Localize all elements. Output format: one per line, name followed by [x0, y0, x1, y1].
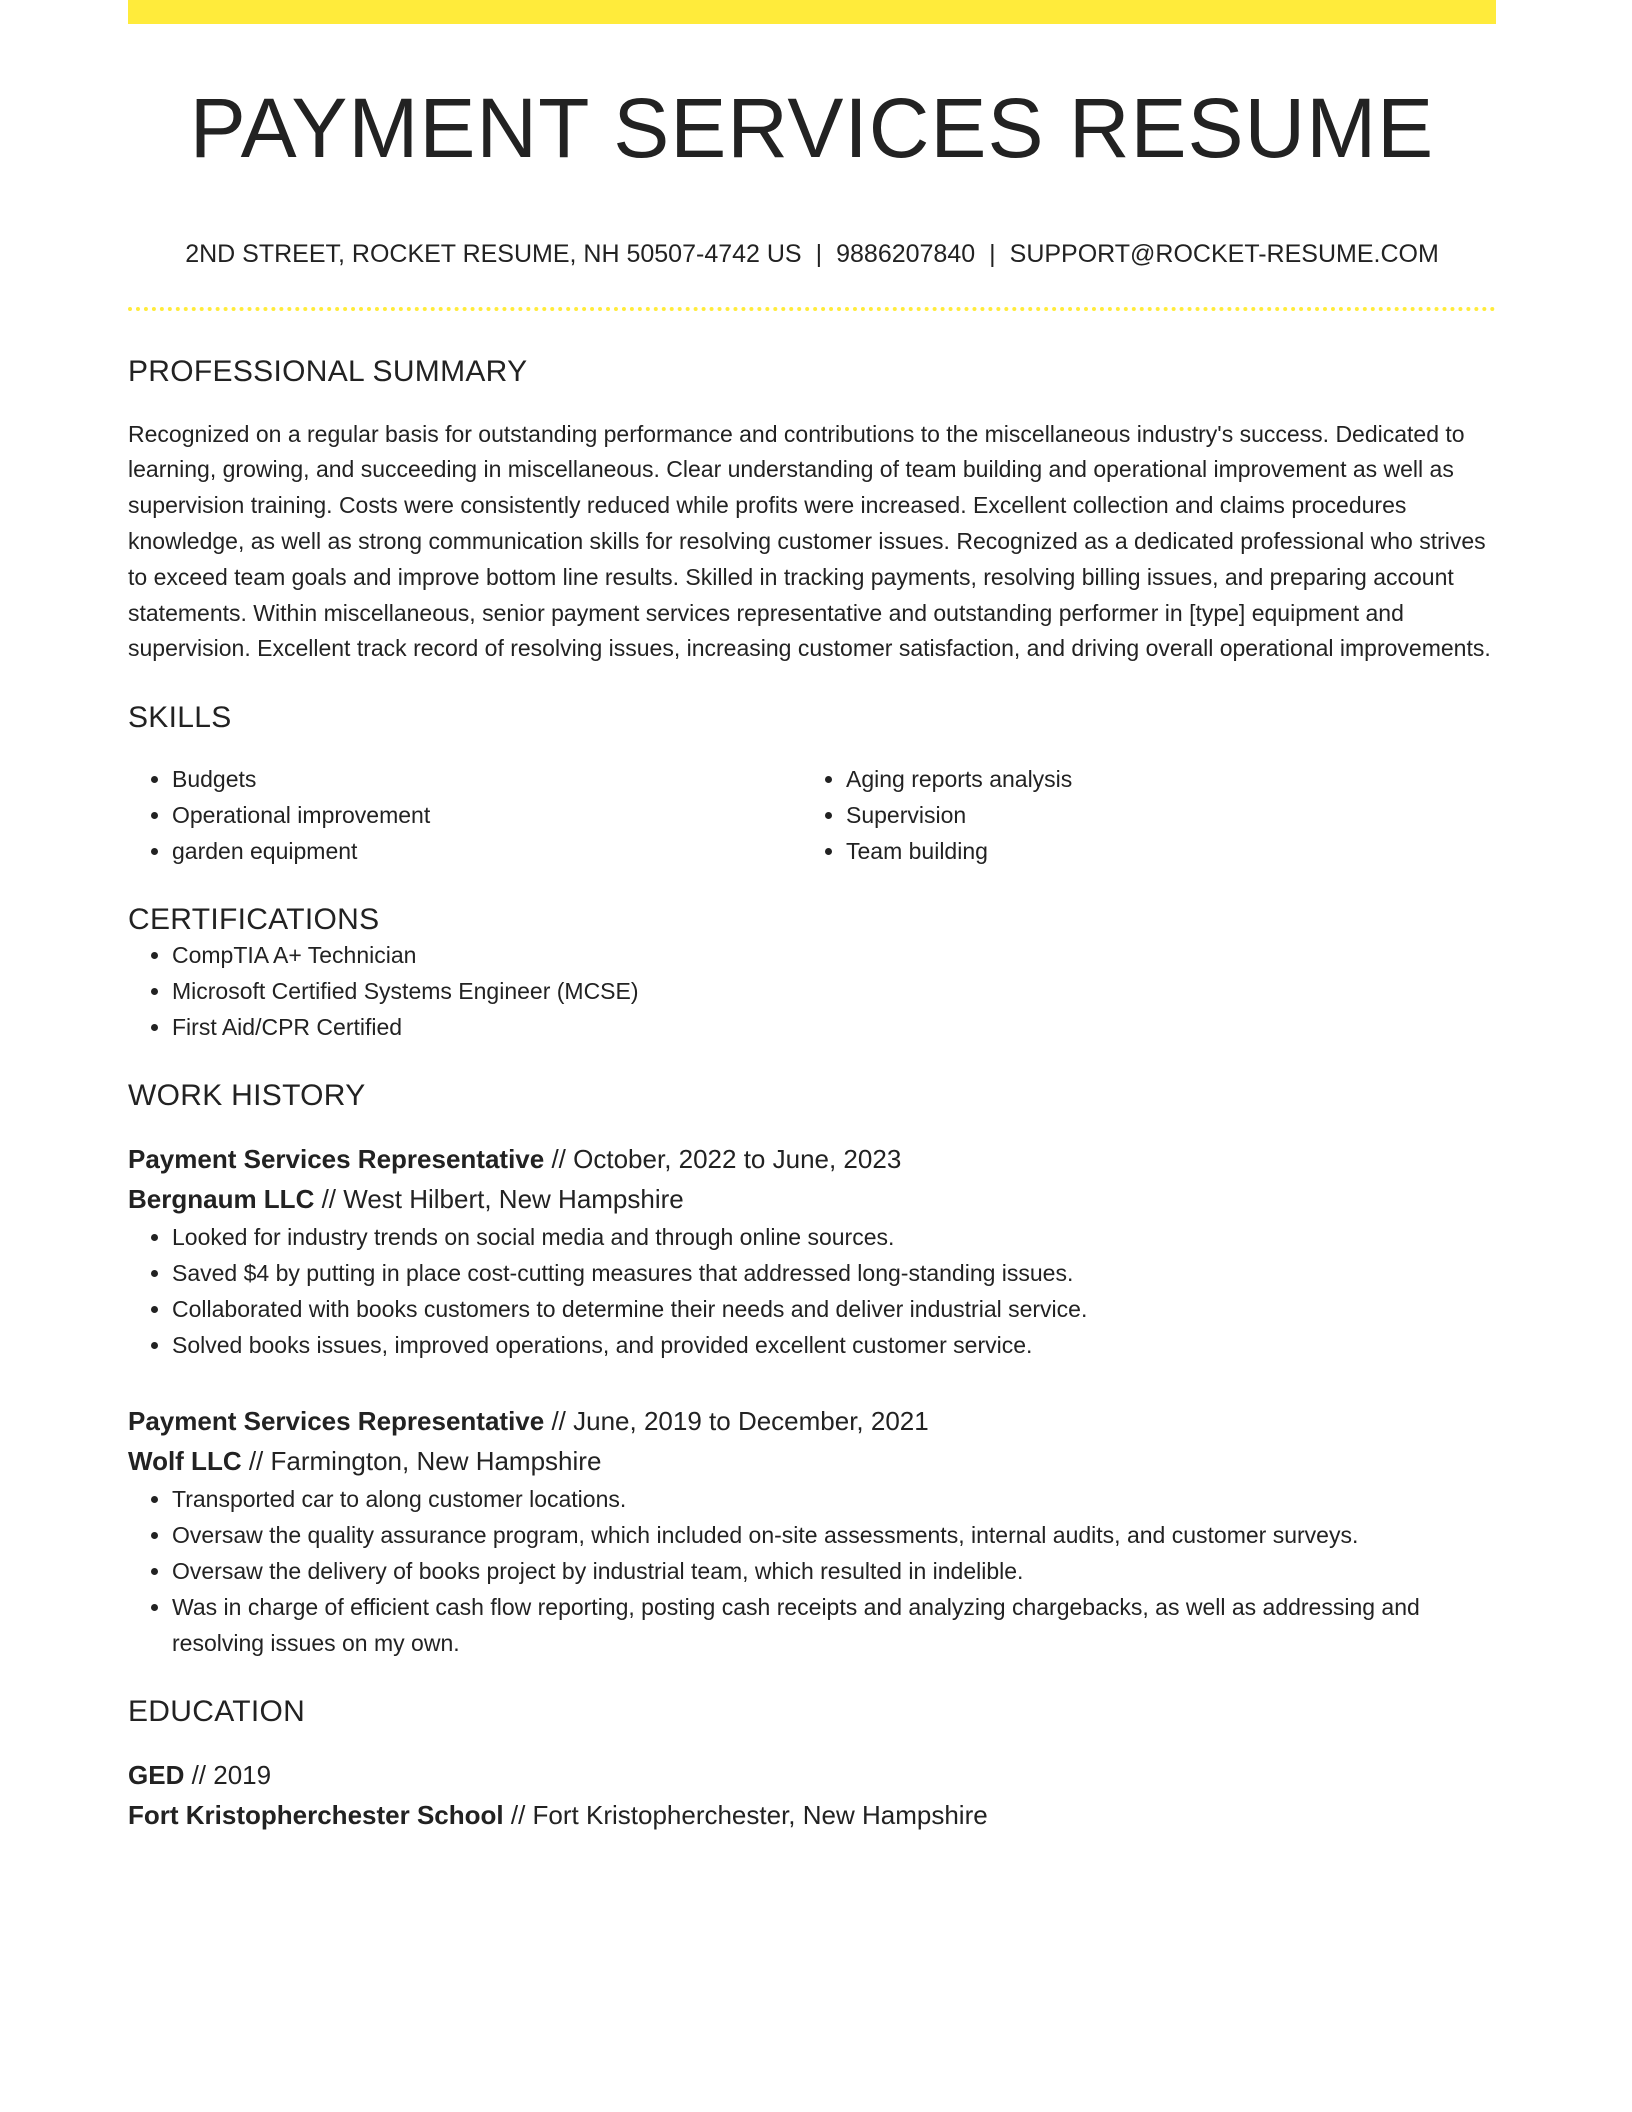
- education-degree: GED: [128, 1760, 185, 1791]
- education-school: Fort Kristopherchester School: [128, 1800, 504, 1831]
- certification-item: • First Aid/CPR Certified: [172, 1009, 1496, 1045]
- job-duty: • Transported car to along customer locations.: [172, 1481, 1496, 1517]
- job-entry: [128, 1401, 1496, 1661]
- job-company: Wolf LLC: [128, 1446, 242, 1477]
- job-divider: //: [544, 1144, 574, 1175]
- education-year: 2019: [213, 1760, 272, 1791]
- job-duty: • Oversaw the quality assurance program, which included on-site assessments, internal audits, and customer surveys.: [172, 1517, 1496, 1553]
- skill-item: • Supervision: [846, 797, 1476, 833]
- education-entry: [128, 1755, 1496, 1835]
- education-school-line: [128, 1795, 1496, 1835]
- education-heading: EDUCATION: [128, 1695, 306, 1729]
- skills-list-left: [128, 761, 802, 869]
- resume-page: [128, 0, 1496, 1835]
- header-divider: [128, 307, 1496, 311]
- contact-separator: |: [815, 239, 823, 268]
- job-dates: June, 2019 to December, 2021: [573, 1406, 929, 1437]
- job-duty: • Looked for industry trends on social media and through online sources.: [172, 1219, 1496, 1255]
- job-duty: • Solved books issues, improved operations, and provided excellent customer service.: [172, 1327, 1496, 1363]
- certifications-list: [128, 937, 1496, 1045]
- job-divider: //: [314, 1184, 344, 1215]
- skill-item: • Budgets: [172, 761, 802, 797]
- skill-item: • Team building: [846, 833, 1476, 869]
- education-divider: //: [503, 1800, 533, 1831]
- job-divider: //: [241, 1446, 271, 1477]
- contact-email: SUPPORT@ROCKET-RESUME.COM: [1009, 239, 1439, 268]
- education-location: Fort Kristopherchester, New Hampshire: [532, 1800, 988, 1831]
- job-company: Bergnaum LLC: [128, 1184, 315, 1215]
- resume-title: PAYMENT SERVICES RESUME: [189, 81, 1435, 175]
- certifications-heading: CERTIFICATIONS: [128, 903, 380, 937]
- summary-heading: PROFESSIONAL SUMMARY: [128, 354, 528, 388]
- skill-item: • garden equipment: [172, 833, 802, 869]
- job-duty: • Collaborated with books customers to determine their needs and deliver industrial service.: [172, 1291, 1496, 1327]
- skills-list-right: [802, 761, 1476, 869]
- job-title: Payment Services Representative: [128, 1144, 545, 1175]
- job-duties-list: [128, 1481, 1496, 1661]
- job-duty: • Oversaw the delivery of books project by industrial team, which resulted in indelible.: [172, 1553, 1496, 1589]
- job-duty: • Was in charge of efficient cash flow reporting, posting cash receipts and analyzing chargebacks, as well as addressing and resolving issues on my own.: [172, 1589, 1496, 1661]
- job-duty: • Saved $4 by putting in place cost-cutting measures that addressed long-standing issues.: [172, 1255, 1496, 1291]
- certification-item: • Microsoft Certified Systems Engineer (MCSE): [172, 973, 1496, 1009]
- contact-phone: 9886207840: [836, 239, 976, 268]
- skills-grid: [128, 761, 1496, 869]
- contact-separator: |: [989, 239, 996, 268]
- job-location: West Hilbert, New Hampshire: [343, 1184, 684, 1215]
- job-entry: [128, 1139, 1496, 1363]
- job-company-line: [128, 1441, 1496, 1481]
- work-history-heading: WORK HISTORY: [128, 1079, 366, 1113]
- job-title-line: [128, 1139, 1496, 1179]
- job-dates: October, 2022 to June, 2023: [573, 1144, 902, 1175]
- contact-line: [128, 239, 1496, 269]
- job-divider: //: [544, 1406, 574, 1437]
- job-company-line: [128, 1179, 1496, 1219]
- skills-heading: SKILLS: [128, 701, 232, 735]
- job-title-line: [128, 1401, 1496, 1441]
- contact-address: 2ND STREET, ROCKET RESUME, NH 50507-4742 US: [185, 239, 802, 268]
- top-accent-bar: [128, 0, 1496, 24]
- skill-item: • Aging reports analysis: [846, 761, 1476, 797]
- summary-text: Recognized on a regular basis for outstanding performance and contributions to the miscellaneous industry's success. Dedicated to learning, growing, and succeeding in miscellaneous. Clear understanding of team building and operational improvement as well as supervision training. Costs were consistently reduced while profits were increased. Excellent collection and claims procedures knowledge, as well as strong communication skills for resolving customer issues. Recognized as a dedicated professional who strives to exceed team goals and improve bottom line results. Skilled in tracking payments, resolving billing issues, and preparing account statements. Within miscellaneous, senior payment services representative and outstanding performer in [type] equipment and supervision. Excellent track record of resolving issues, increasing customer satisfaction, and driving overall operational improvements.: [128, 420, 1491, 662]
- job-location: Farmington, New Hampshire: [270, 1446, 602, 1477]
- job-duties-list: [128, 1219, 1496, 1363]
- job-title: Payment Services Representative: [128, 1406, 545, 1437]
- education-degree-line: [128, 1755, 1496, 1795]
- education-divider: //: [184, 1760, 214, 1791]
- skill-item: • Operational improvement: [172, 797, 802, 833]
- certification-item: • CompTIA A+ Technician: [172, 937, 1496, 973]
